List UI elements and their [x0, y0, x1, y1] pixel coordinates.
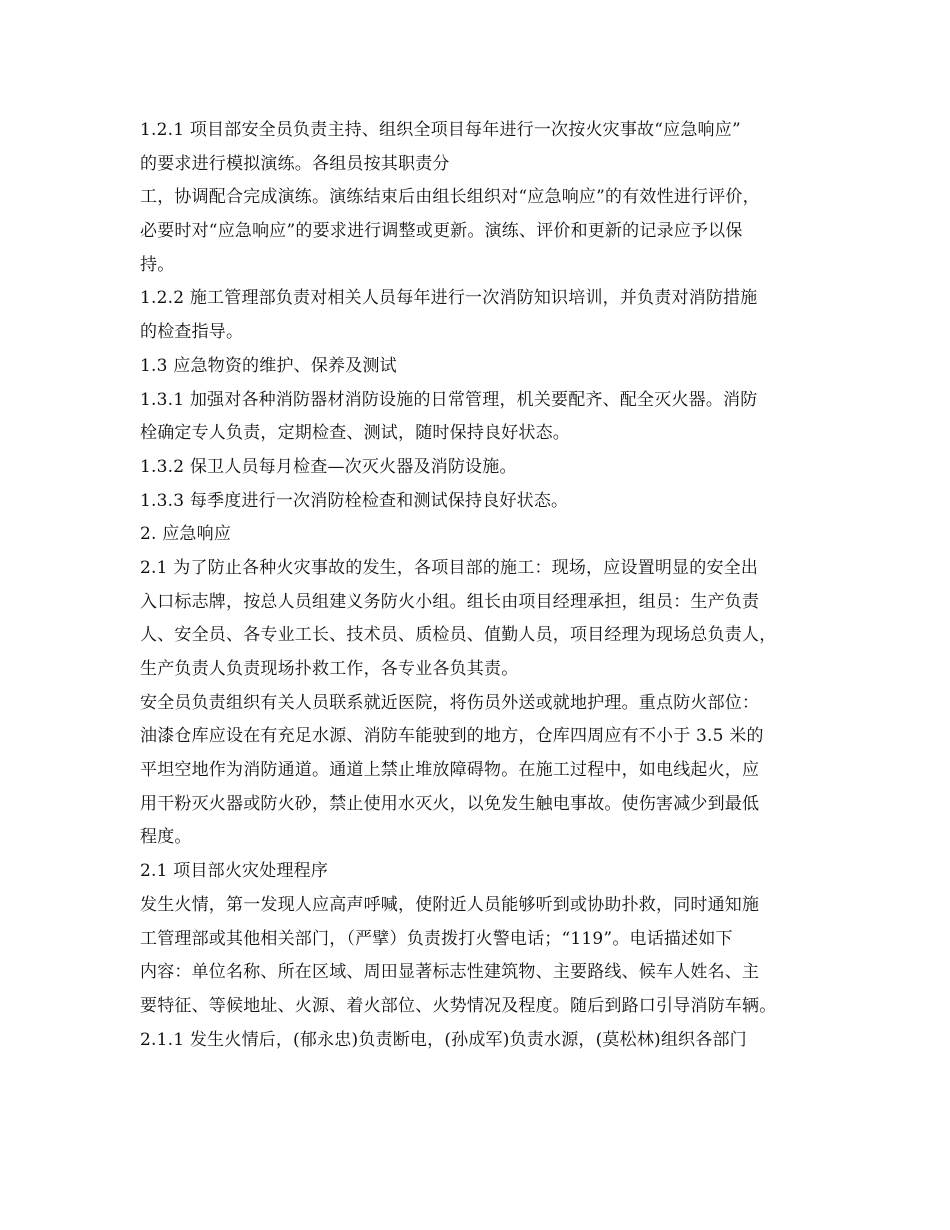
text-line: 用干粉灭火器或防火砂，禁止使用水灭火，以免发生触电事故。使伤害减少到最低 [140, 793, 760, 814]
text-line: 入口标志牌，按总人员组建义务防火小组。组长由项目经理承担，组员：生产负责 [140, 591, 760, 612]
section-heading: 1.3 应急物资的维护、保养及测试 [140, 355, 397, 376]
text-line: 2.1 为了防止各种火灾事故的发生，各项目部的施工：现场，应设置明显的安全出 [140, 557, 759, 578]
text-line: 安全员负责组织有关人员联系就近医院，将伤员外送或就地护理。重点防火部位： [140, 692, 760, 713]
text-line: 平坦空地作为消防通道。通道上禁止堆放障碍物。在施工过程中，如电线起火，应 [140, 760, 760, 781]
text-line: 内容：单位名称、所在区域、周田显著标志性建筑物、主要路线、候车人姓名、主 [140, 962, 760, 983]
text-line: 程度。 [140, 827, 192, 848]
text-line: 1.3.3 每季度进行一次消防栓检查和测试保持良好状态。 [140, 490, 569, 511]
text-line: 必要时对“应急响应”的要求进行调整或更新。演练、评价和更新的记录应予以保 [140, 221, 743, 242]
text-line: 2.1.1 发生火情后，(郁永忠)负责断电，(孙成军)负责水源，(莫松林)组织各部门 [140, 1029, 747, 1050]
document-body [140, 114, 830, 1057]
text-line: 工，协调配合完成演练。演练结束后由组长组织对“应急响应”的有效性进行评价， [140, 187, 760, 208]
text-line: 1.3.2 保卫人员每月检查—次灭火器及消防设施。 [140, 456, 517, 477]
section-heading: 2.1 项目部火灾处理程序 [140, 861, 329, 882]
text-line: 1.3.1 加强对各种消防器材消防设施的日常管理，机关要配齐、配全灭火器。消防 [140, 389, 758, 410]
text-line: 油漆仓库应设在有充足水源、消防车能驶到的地方，仓库四周应有不小于 3.5 米的 [140, 726, 764, 747]
text-line: 发生火情，第一发现人应高声呼喊，使附近人员能够听到或协助扑救，同时通知施 [140, 894, 760, 915]
text-line: 持。 [140, 254, 175, 275]
section-heading: 2. 应急响应 [140, 524, 232, 545]
text-line: 要特征、等候地址、火源、着火部位、火势情况及程度。随后到路口引导消防车辆。 [140, 995, 777, 1016]
text-line: 的检查指导。 [140, 322, 244, 343]
text-line: 工管理部或其他相关部门，（严擘）负责拨打火警电话；“119”。电话描述如下 [140, 928, 733, 949]
text-line: 的要求进行模拟演练。各组员按其职责分 [140, 153, 450, 174]
text-line: 人、安全员、各专业工长、技术员、质检员、值勤人员，项目经理为现场总负责人， [140, 625, 777, 646]
text-line: 1.2.1 项目部安全员负责主持、组织全项目每年进行一次按火灾事故“应急响应” [140, 120, 741, 140]
text-line: 栓确定专人负责，定期检查、测试，随时保持良好状态。 [140, 423, 570, 444]
text-line: 1.2.2 施工管理部负责对相关人员每年进行一次消防知识培训，并负责对消防措施 [140, 288, 758, 309]
text-line: 生产负责人负责现场扑救工作，各专业各负其责。 [140, 659, 519, 679]
